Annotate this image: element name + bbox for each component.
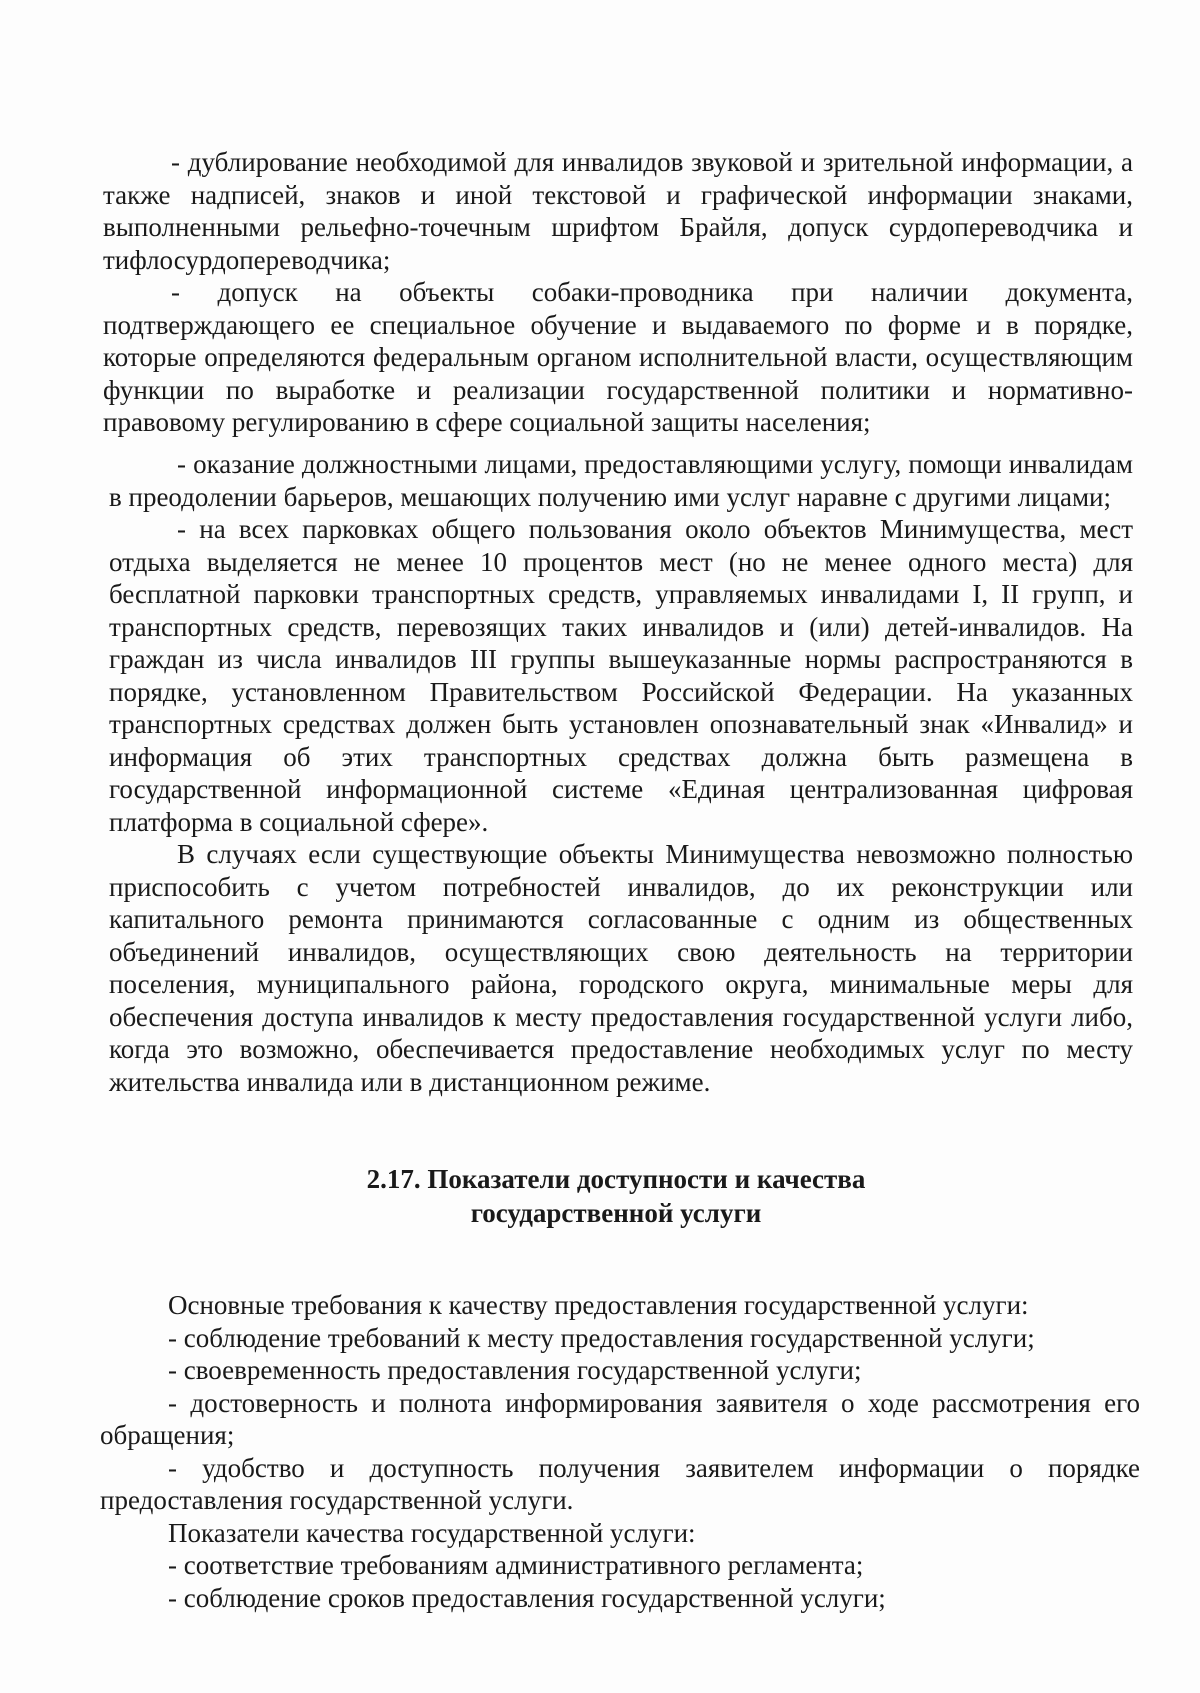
paragraph: - допуск на объекты собаки-проводника при наличии документа, подтверждающего ее специальное обучение и выдаваемого по форме и в порядке, которые определяются федеральным органом исполнительной власти, осуществляющим функции по выработке и реализации государственной политики и нормативно-правовому регулированию в сфере социальной защиты населения; [103,277,1133,437]
list-item: - удобство и доступность получения заявителем информации о порядке предоставления государственной услуги. [100,1452,1140,1515]
list-item: - своевременность предоставления государственной услуги; [168,1355,862,1385]
paragraph: Основные требования к качеству предоставления государственной услуги: [168,1290,1029,1320]
list-item: - соблюдение требований к месту предоставления государственной услуги; [168,1322,1035,1353]
text-block-accessibility-measures [103,146,1133,439]
list-item: - достоверность и полнота информирования заявителя о ходе рассмотрения его обращения; [100,1387,1140,1450]
text-block-assistance-and-parking [109,448,1133,1098]
text-block-quality-requirements [100,1289,1140,1614]
section-heading [96,1162,1136,1230]
paragraph: - оказание должностными лицами, предоставляющими услугу, помощи инвалидам в преодолении барьеров, мешающих получению ими услуг наравне с другими лицами; [109,449,1133,512]
paragraph: - дублирование необходимой для инвалидов звуковой и зрительной информации, а также надписей, знаков и иной текстовой и графической информации знаками, выполненными рельефно-точечным шрифтом Брайля, допуск сурдопереводчика и тифлосурдопереводчика; [103,147,1133,275]
paragraph: В случаях если существующие объекты Минимущества невозможно полностью приспособить с учетом потребностей инвалидов, до их реконструкции или капитального ремонта принимаются согласованные с одним из общественных объединений инвалидов, осуществляющих свою деятельность на территории поселения, муниципального района, городского округа, минимальные меры для обеспечения доступа инвалидов к месту предоставления государственной услуги либо, когда это возможно, обеспечивается предоставление необходимых услуг по месту жительства инвалида или в дистанционном режиме. [109,839,1133,1097]
paragraph: Показатели качества государственной услуги: [168,1517,696,1548]
section-heading-line-2: государственной услуги [470,1198,762,1228]
list-item: - соблюдение сроков предоставления государственной услуги; [168,1582,886,1613]
section-heading-line-1: 2.17. Показатели доступности и качества [366,1164,866,1194]
list-item: - соответствие требованиям административного регламента; [168,1550,864,1580]
paragraph: - на всех парковках общего пользования около объектов Минимущества, мест отдыха выделяется не менее 10 процентов мест (но не менее одного места) для бесплатной парковки транспортных средств, управляемых инвалидами I, II групп, и транспортных средств, перевозящих таких инвалидов и (или) детей-инвалидов. На граждан из числа инвалидов III группы вышеуказанные нормы распространяются в порядке, установленном Правительством Российской Федерации. На указанных транспортных средствах должен быть установлен опознавательный знак «Инвалид» и информация об этих транспортных средствах должна быть размещена в государственной информационной системе «Единая централизованная цифровая платформа в социальной сфере». [109,514,1133,837]
